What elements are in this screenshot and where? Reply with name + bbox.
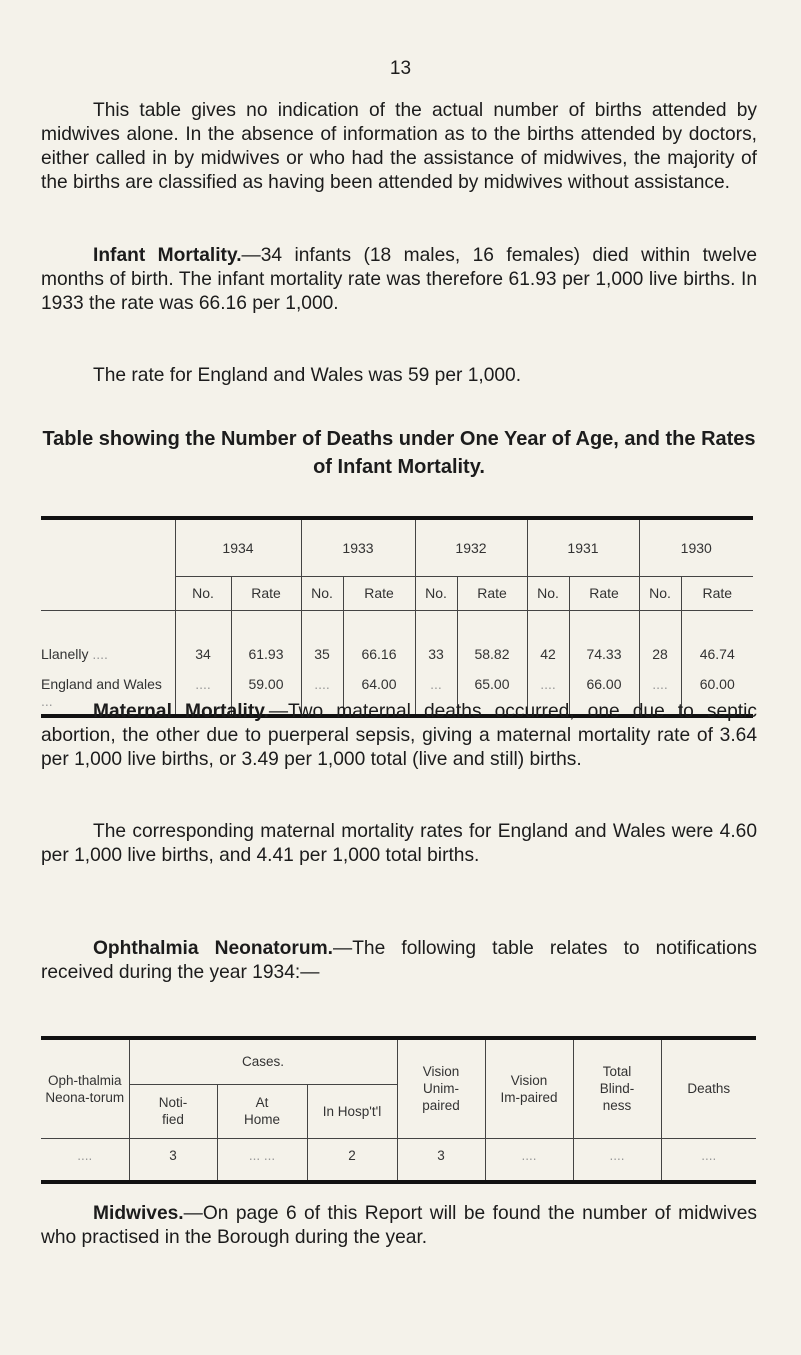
table-cell: 65.00 <box>457 662 527 716</box>
header-ophthalmia-neonatorum: Oph-thalmia Neona-torum <box>45 1072 125 1105</box>
year-header-1932: 1932 <box>415 518 527 576</box>
subheader-rate: Rate <box>681 576 753 610</box>
table-cell: .... <box>175 662 231 716</box>
paragraph-maternal-england-wales: The corresponding maternal mortality rates for England and Wales were 4.60 per 1,000 live births, and 4.41 per 1,000 total births. <box>41 821 757 866</box>
infant-mortality-text: —34 infants (18 males, 16 females) died within twelve months of birth. The infant mortality rate was therefore 61.93 per 1,000 live births. In 1933 the rate was 66.16 per 1,000. <box>41 245 757 314</box>
subheader-no: No. <box>301 576 343 610</box>
table-cell: .... <box>301 662 343 716</box>
table-cell: 64.00 <box>343 662 415 716</box>
table-cell: 60.00 <box>681 662 753 716</box>
year-header-1934: 1934 <box>175 518 301 576</box>
subheader-rate: Rate <box>231 576 301 610</box>
subheader-no: No. <box>527 576 569 610</box>
table-cell: 3 <box>129 1138 217 1182</box>
table-cell: .... <box>573 1138 661 1182</box>
table-cell: .... <box>661 1138 756 1182</box>
table-cell: 33 <box>415 610 457 662</box>
table-cell: 46.74 <box>681 610 753 662</box>
paragraph-infant-mortality <box>41 244 757 316</box>
table-cell: 66.16 <box>343 610 415 662</box>
table-cell: 58.82 <box>457 610 527 662</box>
paragraph-midwives <box>41 1202 757 1250</box>
year-header-1930: 1930 <box>639 518 753 576</box>
header-deaths: Deaths <box>661 1038 756 1138</box>
table-cell: ... ... <box>217 1138 307 1182</box>
heading-infant-mortality: Infant Mortality. <box>93 245 242 266</box>
page-number: 13 <box>389 58 412 79</box>
table-cell: 34 <box>175 610 231 662</box>
table-cell: ... <box>415 662 457 716</box>
paragraph-ophthalmia <box>41 937 757 985</box>
subheader-rate: Rate <box>457 576 527 610</box>
table-cell: 74.33 <box>569 610 639 662</box>
paragraph-england-wales-rate: The rate for England and Wales was 59 per 1,000. <box>93 365 522 386</box>
header-notified: Noti-fied <box>129 1084 217 1138</box>
row-label-llanelly: Llanelly .... <box>41 646 108 662</box>
header-vision-unimpaired: Vision Unim-paired <box>397 1038 485 1138</box>
paragraph-midwives-note: This table gives no indication of the actual number of births attended by midwives alone. In the absence of information as to the births attended by doctors, either called in by midwives or who had the assistance of midwives, the majority of the births are classified as having been attended by midwives without assistance. <box>41 100 757 193</box>
table-cell: 3 <box>397 1138 485 1182</box>
header-at-home: At Home <box>217 1084 307 1138</box>
subheader-no: No. <box>415 576 457 610</box>
heading-ophthalmia: Ophthalmia Neonatorum. <box>93 938 333 959</box>
table-cell: 66.00 <box>569 662 639 716</box>
header-vision-impaired: Vision Im-paired <box>485 1038 573 1138</box>
midwives-text: —On page 6 of this Report will be found the number of midwives who practised in the Borough during the year. <box>41 1203 757 1248</box>
paragraph-maternal-mortality <box>41 700 757 772</box>
table-cell: 35 <box>301 610 343 662</box>
header-total-blindness: Total Blind-ness <box>573 1038 661 1138</box>
ophthalmia-text: —The following table relates to notifications received during the year 1934:— <box>41 938 758 983</box>
table-cell: 42 <box>527 610 569 662</box>
header-in-hospital: In Hosp't'l <box>307 1084 397 1138</box>
heading-maternal-mortality: Maternal Mortality. <box>93 701 269 722</box>
subheader-no: No. <box>639 576 681 610</box>
table-title: Table showing the Number of Deaths under One Year of Age, and the Rates of Infant Mortality. <box>42 428 756 478</box>
year-header-1931: 1931 <box>527 518 639 576</box>
table-cell: .... <box>639 662 681 716</box>
table-cell: 59.00 <box>231 662 301 716</box>
subheader-no: No. <box>175 576 231 610</box>
subheader-rate: Rate <box>569 576 639 610</box>
maternal-mortality-text: —Two maternal deaths occurred, one due to septic abortion, the other due to puerperal sepsis, giving a maternal mortality rate of 3.64 per 1,000 live births, or 3.49 per 1,000 total (live and still) births. <box>41 701 757 770</box>
heading-midwives: Midwives. <box>93 1203 184 1224</box>
header-cases: Cases. <box>129 1038 397 1084</box>
infant-mortality-table <box>41 516 753 718</box>
table-cell: .... <box>527 662 569 716</box>
row-label-england-wales: England and Wales ... <box>41 676 162 709</box>
table-cell: 28 <box>639 610 681 662</box>
subheader-rate: Rate <box>343 576 415 610</box>
table-cell: .... <box>77 1147 93 1163</box>
table-cell: .... <box>485 1138 573 1182</box>
table-cell: 61.93 <box>231 610 301 662</box>
year-header-1933: 1933 <box>301 518 415 576</box>
corner-cell <box>41 518 175 576</box>
subheader-blank <box>41 576 175 610</box>
table-cell: 2 <box>307 1138 397 1182</box>
ophthalmia-table <box>41 1036 756 1184</box>
